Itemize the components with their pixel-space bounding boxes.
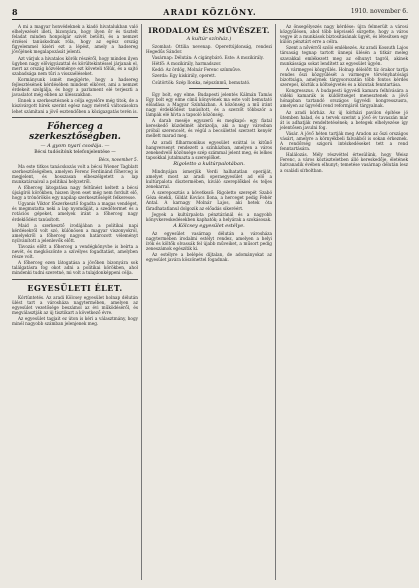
divider [12, 279, 138, 280]
article-paragraph: A vármegyei közgyűlés. Holnap délelőtt tíz órakor tartja rendes őszi közgyűlését a vármegye törvényhatósági bizottsága, amelynek tárgysorozatán több fontos kérdés szerepel, köztük a költségvetés és a közutak fenntartása. [280, 66, 408, 88]
feature-title: Főherceg a szerkesztőségben. [29, 121, 121, 142]
article-paragraph: A szereposztás a következő: Rigoletto szerepét Szabó Géza énekli, Gildát Kovács Ilona, a herceget pedig Fehér Antal. A karnagy Molnár Lajos, aki hetek óta fáradhatatlanul dolgozik az előadás sikeréért. [146, 190, 272, 211]
article-paragraph: Ma este titkos tanácskozás volt a bécsi Wiener Tagblatt szerkesztőségében, amelyen Ferenc Ferdinánd főherceg is megjelent, és hosszasan elbeszélgetett a lap munkatársaival a politikai helyzetről. [12, 163, 138, 184]
article-paragraph: Kongresszus. A budapesti ügyvédi kamara felhívására a vidéki kamarák is küldöttséget menesztenek a jövő hónapban tartandó országos ügyvédi kongresszusra, amelyen az ügyvédi rend reformjáról tárgyalnak. [280, 88, 408, 109]
section-title-egyesuleti: EGYESÜLETI ÉLET. [27, 282, 123, 293]
article-paragraph: Ugyanis Viktor főszerkesztő fogadta a magas vendéget, és megmutatta neki a lap nyomdáját, a szedőtermet és a rotációs gépeket, amelyek iránt a főherceg nagy érdeklődést tanúsított. [12, 201, 138, 222]
article-paragraph: Az egyesület vasárnap délután a városháza nagytermében irodalmi estélyt rendez, amelyen a helyi írók és költők olvassák fel újabb műveiket, a műsort pedig zeneszámok egészítik ki. [146, 230, 272, 252]
page-number: 8 [12, 7, 18, 17]
program-line: Csütörtök: Szép Ilonka, népszínmű, bemutató. [152, 79, 251, 85]
article-paragraph: Mindnyájan ismerjük Verdi halhatatlan operáját, amelyet most az aradi operaegyesület ad elő a kultúrpalota dísztermében, kiváló szereplőkkel és teljes zenekarral. [146, 168, 272, 190]
divider [12, 117, 138, 118]
newspaper-title: ARADI KÖZLÖNY. [163, 7, 257, 17]
article-paragraph: Távozás előtt a főherceg a vendégkönyvbe is beírta a nevét, és megköszönte a szívélyes fogadtatást, amelyben része volt. [12, 244, 138, 260]
event-title: Rigoletto a kultúrpalotában. [173, 160, 245, 167]
column-middle [146, 24, 272, 263]
article-paragraph: Vásár. A jövő héten tartják meg Aradon az őszi országos vásárt, amelyre a környékbeli falvakból is sokan érkeznek. A rendőrség szigorú intézkedéseket tett a rend fenntartására. [280, 130, 408, 152]
article-paragraph: Kórtüntetés. Az aradi Kölcsey egyesület holnap délután ülést tart a városháza nagytermében, amelyen az egyesület vezetősége beszámol az évi működéséről, és megválasztják az új tisztikart a következő évre. [12, 294, 138, 315]
program-line: Hétfő: A mozikirály, harmadszor. [152, 61, 222, 67]
article-paragraph: A főherceg látogatása nagy feltűnést keltett a bécsi újságírói körökben, hiszen ilyen eset még nem fordult elő, hogy a trónörökös egy napilap szerkesztőségét felkeresse. [12, 184, 138, 201]
program-line: Szombat: Ottilia nevenap. Operettújdonság, rendezi Hegedűs Sándor. [146, 44, 272, 55]
article-paragraph: A mi a magyar honvédeknek a kiadó hivatalukban való elhelyezését illeti, bizonyára, hogy ilyen őr és tisztelt feladat minden honpolgár szívét betölti, és a nemzet érzései tanúskodnak róla, hogy az egész ország figyelemmel kíséri ezt a lépést, amely a hadsereg jövőjének megalapozását jelenti. [12, 24, 138, 55]
section-subtitle: A kultúr színház.) [186, 36, 232, 42]
divider [189, 88, 229, 89]
article-paragraph: Egy bolt, egy elme. Budapesti jelentés Kálmán Tamás Egy bolt egy elme című könyvének ma este volt bemutató előadása a Magyar Színházban. A közönség a mű iránt nagy érdeklődést tanúsított, és a szerzőt többször a lámpák elé hívta a tapsoló közönség. [146, 91, 272, 118]
article-paragraph: Az aradi filharmonikus egyesület ezúttal is kitűnő hangversenyt rendezett a színházban, amelyen a város zenekedvelő közönsége szép számmal jelent meg, és lelkes tapsokkal jutalmazta a szereplőket. [146, 139, 272, 160]
event-title: A Kölcsey egyesület estélye. [173, 222, 245, 229]
column-right [280, 24, 408, 174]
program-line: Szerda: Egy kiskirály, operett. [152, 73, 216, 79]
article-paragraph: Az aradi kórház. Az új kórházi pavilon építése jó ütemben halad, és a tervek szerint a jövő év tavaszán már át is adhatják rendeltetésének; a betegek elhelyezése így jelentősen javulni fog. [280, 109, 408, 130]
article-paragraph: Azt várjuk a hivatalos körök részéről, hogy minden ilyen ügyben nagy elővigyázattal és körültekintéssel járjanak el, mert az ország közvéleménye ezt követeli tőlük, és a sajtó szabadsága nem tűri a visszaéléseket. [12, 55, 138, 76]
page-header [12, 6, 408, 20]
column-divider [141, 24, 142, 580]
feature-byline: Bécsi tudósítónk telefonjelentése — [34, 149, 116, 155]
article-paragraph: Ennek a szerkesztésnek a célja egyelőre még titok, de a kiszivárgott hírek szerint egész nagy méretű változásokra lehet számítani a jövő esztendőben a közigazgatás terén is. [12, 98, 138, 114]
article-paragraph: A főherceg ezen látogatása a jövőben bizonyára sok találgatásra fog okot adni a politikai körökben, ahol mindenki tudni szeretné, mi volt a tulajdonképpeni célja. [12, 260, 138, 276]
section-title-irodalom: IRODALOM ÉS MŰVÉSZET. [148, 26, 270, 35]
program-line: Vasárnap: Délután: A cigánybáró. Este: A mozikirály. [152, 55, 264, 61]
feature-dateline: Bécs, november 5. [98, 156, 138, 162]
program-line: Kedd: Az ördög, Molnár Ferenc színműve. [152, 67, 242, 73]
article-paragraph: Az önsegélyezés nagy kérdése: újra felmerült a városi közgyűlésen, ahol több képviselő sürgette, hogy a város vegye át a munkások biztosításának ügyét, és létesítsen egy külön pénztárt erre a célra. [280, 24, 408, 45]
article-paragraph: Szent a nővérről szóló emlékezés. Az aradi Kossuth Lajos társaság tegnap tartott ünnepi ülésén a titkár meleg szavakkal emlékezett meg az elhunyt tagról, akinek munkássága sokat lendített az egyesület ügyén. [280, 45, 408, 66]
article-paragraph: Maid a szerkesztő irodájában a politikai napi kérdésekről volt szó, különösen a magyar viszonyokról, amelyekről a főherceg nagyon határozott véleményt nyilvánított a jelenlevők előtt. [12, 222, 138, 243]
issue-date: 1910. november 6. [350, 8, 408, 15]
article-paragraph: Az estélyre a belépés díjtalan, de adományokat az egyesület javára köszönettel fogadnak. [146, 252, 272, 263]
article-paragraph: Kormányunk ismét megígérte, hogy a hadsereg fejlesztésének kérdésében mindent elkövet, ami a nemzet érdekeit szolgálja, és hogy a parlament elé terjeszti a javaslatot még ebben az ülésszakban. [12, 76, 138, 98]
article-paragraph: Az egyesület tagjait ez úton is kéri a választmány, hogy minél nagyobb számban jelenjenek meg. [12, 315, 138, 327]
column-divider [275, 24, 276, 580]
article-paragraph: Jegyek a kultúrpalota pénztáránál és a nagyobb könyvkereskedésekben kaphatók; a helyárak a szokásosak. [146, 211, 272, 222]
feature-subtitle: — A gyom nyari csodája. — [40, 142, 110, 149]
article-paragraph: A darab meséje egyszerű és megkapó: egy fiatal kereskedő küzdelmét ábrázolja, aki a nagy városban próbál szerencsét, és végül a becsülettel szerzett kenyér mellett marad meg. [146, 118, 272, 139]
column-left [12, 24, 138, 327]
article-paragraph: Halálozás. Mély részvéttel értesülünk, hogy Weisz Ferenc, a város köztiszteletben álló kereskedője, életének hatvanadik évében elhunyt; temetése vasárnap délután lesz a családi sírboltban. [280, 152, 408, 173]
